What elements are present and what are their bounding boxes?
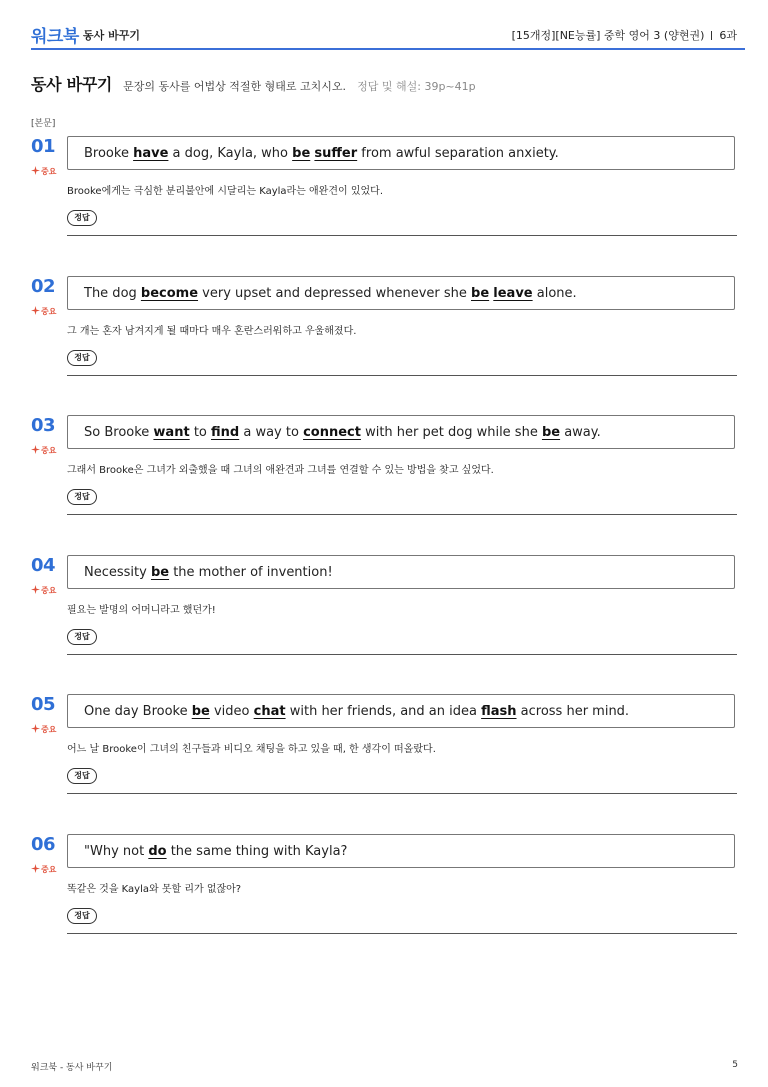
sentence-text — [84, 425, 601, 440]
sentence-text — [84, 844, 347, 859]
page-header — [31, 22, 745, 50]
instruction-text: 문장의 동사를 어법상 적절한 형태로 고치시오. — [123, 80, 347, 93]
sentence-segment: very upset and depressed whenever she — [198, 285, 472, 301]
sentence-segment: away. — [560, 425, 601, 440]
target-verb: be — [191, 704, 210, 719]
target-verb: be — [292, 146, 311, 161]
target-verb: chat — [253, 704, 286, 719]
section-label: [본문] — [31, 119, 56, 129]
book-title: [15개정][NE능률] 중학 영어 3 (양현권) — [511, 29, 705, 42]
exercise-item — [31, 136, 738, 236]
page-title: 동사 바꾸기 — [31, 75, 113, 94]
target-verb: be — [150, 564, 170, 580]
target-verb: have — [133, 146, 169, 161]
answer-button[interactable]: 정답 — [67, 768, 97, 784]
header-book-info — [512, 27, 737, 43]
target-verb: connect — [303, 425, 361, 440]
important-badge — [31, 724, 56, 735]
sentence-segment: alone. — [532, 285, 577, 301]
brand-title: 워크북 — [31, 27, 79, 47]
korean-translation: Brooke에게는 극심한 분리불안에 시달리는 Kayla라는 애완견이 있었다. — [67, 186, 383, 197]
important-label: 중요 — [41, 446, 57, 455]
sentence-segment: Brooke — [84, 146, 134, 161]
important-label: 중요 — [41, 167, 57, 176]
sentence-segment: "Why not — [84, 843, 149, 859]
sentence-box — [67, 415, 735, 449]
exercise-item — [31, 555, 738, 655]
important-badge — [31, 864, 56, 875]
important-label: 중요 — [41, 864, 57, 874]
sentence-box — [67, 555, 735, 589]
sentence-text — [84, 565, 333, 580]
sentence-segment: from awful separation anxiety. — [357, 146, 559, 161]
sentence-segment: the same thing with Kayla? — [166, 843, 348, 859]
sentence-segment: a way to — [239, 425, 304, 440]
answer-line[interactable] — [67, 793, 737, 794]
korean-translation: 그 개는 혼자 남겨지게 될 때마다 매우 혼란스러워하고 우울해졌다. — [67, 325, 357, 337]
important-label: 중요 — [41, 725, 57, 734]
answer-line[interactable] — [67, 375, 737, 376]
answer-button[interactable]: 정답 — [67, 629, 97, 645]
sentence-segment: The dog — [84, 285, 141, 301]
answer-line[interactable] — [67, 235, 737, 236]
sentence-box — [67, 136, 735, 170]
answer-button[interactable]: 정답 — [67, 210, 97, 226]
answer-button[interactable]: 정답 — [67, 350, 97, 366]
target-verb: be — [541, 425, 561, 440]
sparkle-icon — [31, 585, 40, 594]
header-subtitle: 동사 바꾸기 — [83, 29, 140, 42]
lesson-label: 6과 — [719, 29, 737, 42]
sentence-text — [84, 146, 559, 161]
sentence-segment: a dog, Kayla, who — [168, 146, 293, 161]
target-verb: suffer — [314, 146, 358, 161]
item-number: 01 — [31, 136, 56, 157]
sparkle-icon — [31, 864, 40, 873]
sentence-segment: One day Brooke — [84, 704, 192, 719]
exercise-item — [31, 834, 738, 934]
target-verb: want — [153, 425, 190, 440]
item-number: 04 — [31, 554, 56, 576]
korean-translation: 필요는 발명의 어머니라고 했던가! — [67, 604, 216, 616]
korean-translation: 똑같은 것을 Kayla와 못할 리가 없잖아? — [67, 883, 242, 895]
footer-title: 워크북 - 동사 바꾸기 — [31, 1063, 113, 1073]
sparkle-icon — [31, 166, 40, 175]
sentence-box — [67, 694, 735, 728]
target-verb: become — [140, 285, 199, 301]
target-verb: do — [148, 843, 167, 859]
sentence-segment: the mother of invention! — [169, 564, 333, 580]
answer-button[interactable]: 정답 — [67, 489, 97, 505]
sentence-box — [67, 276, 735, 310]
sparkle-icon — [31, 724, 40, 733]
header-divider — [711, 31, 712, 40]
target-verb: find — [211, 425, 240, 440]
target-verb: flash — [481, 704, 517, 719]
exercise-item — [31, 694, 738, 794]
sentence-segment: video — [209, 704, 254, 719]
answer-line[interactable] — [67, 514, 737, 515]
important-label: 중요 — [41, 306, 57, 316]
sentence-segment: to — [189, 425, 212, 440]
answer-reference: 정답 및 해설: 39p~41p — [357, 80, 476, 93]
sentence-segment: Necessity — [84, 564, 151, 580]
sentence-text — [84, 704, 629, 719]
korean-translation: 어느 날 Brooke이 그녀의 친구들과 비디오 채팅을 하고 있을 때, 한 생각이 떠올랐다. — [67, 744, 436, 755]
answer-line[interactable] — [67, 933, 737, 934]
korean-translation: 그래서 Brooke은 그녀가 외출했을 때 그녀의 애완견과 그녀를 연결할 수 있는 방법을 찾고 싶었다. — [67, 465, 494, 476]
important-badge — [31, 585, 56, 596]
target-verb: leave — [493, 285, 533, 301]
important-label: 중요 — [41, 585, 57, 595]
exercise-title-row — [31, 72, 476, 95]
item-number: 03 — [31, 415, 56, 436]
exercise-item — [31, 276, 738, 376]
item-number: 02 — [31, 275, 56, 297]
sentence-segment: across her mind. — [516, 704, 630, 719]
item-number: 06 — [31, 833, 56, 855]
answer-line[interactable] — [67, 654, 737, 655]
important-badge — [31, 445, 56, 456]
sentence-segment: with her pet dog while she — [360, 425, 542, 440]
important-badge — [31, 306, 56, 317]
sentence-text — [84, 286, 577, 301]
important-badge — [31, 166, 56, 177]
sparkle-icon — [31, 445, 40, 454]
page-number: 5 — [732, 1060, 738, 1070]
answer-button[interactable]: 정답 — [67, 908, 97, 924]
sparkle-icon — [31, 306, 40, 315]
target-verb: be — [471, 285, 490, 301]
sentence-segment: So Brooke — [84, 425, 154, 440]
exercise-item — [31, 415, 738, 515]
item-number: 05 — [31, 694, 56, 715]
sentence-box — [67, 834, 735, 868]
sentence-segment: with her friends, and an idea — [285, 704, 482, 719]
